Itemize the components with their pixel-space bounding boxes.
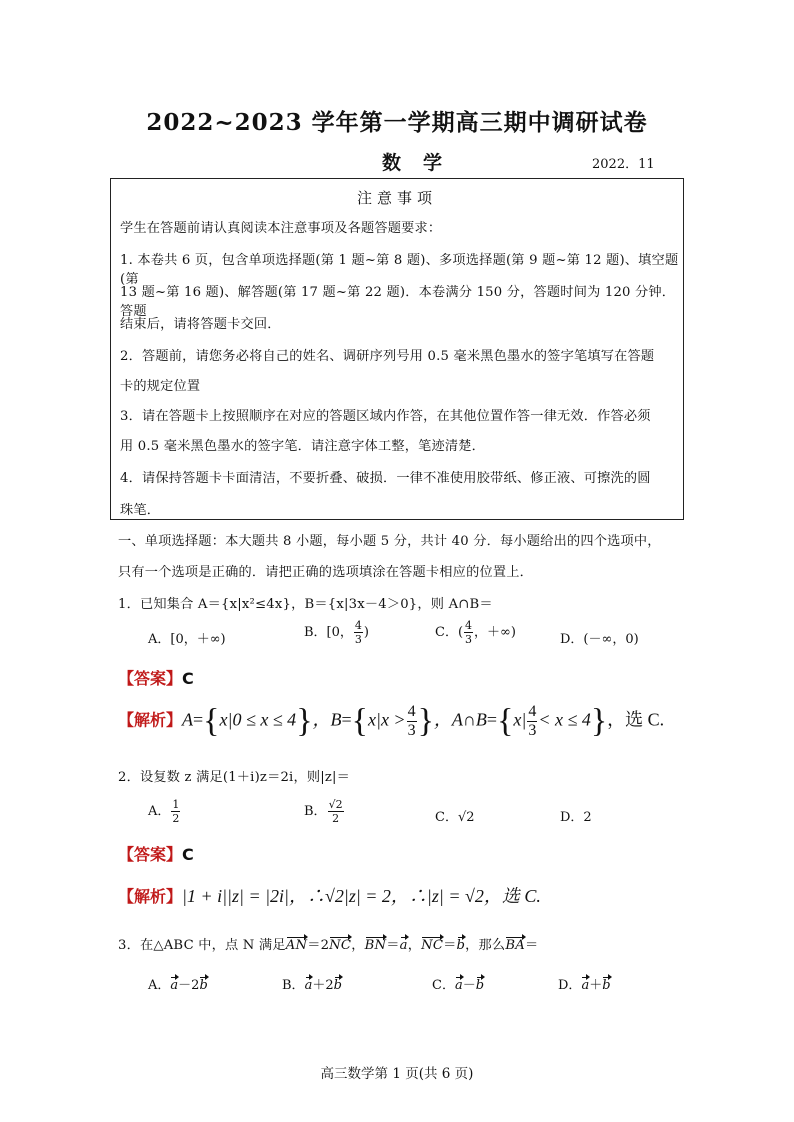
answer-tag: 【答案】 <box>118 845 183 864</box>
q1-b-den: 3 <box>354 633 362 646</box>
q2-a-num: 1 <box>172 798 180 811</box>
notice-line: 结束后，请将答题卡交回． <box>120 317 281 332</box>
q2-answer <box>118 842 194 865</box>
q3-a-prefix: A． <box>148 978 171 993</box>
q2-option-c: C．√2 <box>435 810 475 825</box>
q2-b-num: √2 <box>328 798 343 811</box>
q3-eq: ＝2 <box>307 938 330 953</box>
q3-b-prefix: B． <box>282 978 305 993</box>
vector-ba: BA <box>505 938 525 953</box>
section-instruction: 只有一个选项是正确的．请把正确的选项填涂在答题卡相应的位置上． <box>118 565 534 580</box>
an-set3a: x| <box>513 709 527 730</box>
q2-option-d: D．2 <box>560 810 592 825</box>
vector-b: b <box>475 978 485 993</box>
notice-line: 4．请保持答题卡卡面清洁，不要折叠、破损．一律不准使用胶带纸、修正液、可擦洗的圆 <box>120 471 651 486</box>
q3-c-op: － <box>462 978 476 993</box>
answer-value: C <box>182 845 194 864</box>
vector-nc: NC <box>329 938 352 953</box>
exam-title: 2022~2023 学年第一学期高三期中调研试卷 <box>146 109 648 136</box>
q3-d-prefix: D． <box>558 978 582 993</box>
q3-a-op: －2 <box>178 978 200 993</box>
subject-label: 数学 <box>382 152 465 174</box>
exam-date: 2022．11 <box>592 157 655 172</box>
q1-answer <box>118 666 194 689</box>
notice-intro: 学生在答题前请认真阅读本注意事项及各题答题要求： <box>120 221 442 236</box>
an-set1: x|0 ≤ x ≤ 4 <box>219 709 297 730</box>
an-den: 3 <box>528 722 537 739</box>
vector-b: b <box>333 978 342 993</box>
q2-a-den: 2 <box>172 812 180 825</box>
vector-b: b <box>456 938 466 953</box>
q1-c-prefix: C．( <box>435 625 464 640</box>
left-brace-icon: { <box>351 702 368 740</box>
q1-analysis <box>118 704 664 739</box>
q1-b-prefix: B．[0， <box>304 625 353 640</box>
notice-line: 珠笔． <box>120 503 161 518</box>
an-den: 3 <box>407 722 416 739</box>
vector-b: b <box>199 978 208 993</box>
q2-analysis <box>118 882 541 908</box>
q2-b-prefix: B． <box>304 804 327 819</box>
q2-option-b <box>304 799 345 824</box>
notice-line: 1. 本卷共 6 页，包含单项选择题(第 1 题~第 8 题)、多项选择题(第 9 题~第 12 题)、填空题(第 <box>120 253 679 287</box>
vector-an: AN <box>285 938 308 953</box>
q3-d-op: ＋ <box>589 978 603 993</box>
q1-c-num: 4 <box>465 619 473 632</box>
q3-b-op: ＋2 <box>312 978 334 993</box>
vector-bn: BN <box>364 938 387 953</box>
vector-a: a <box>581 978 590 993</box>
q2-b-fraction <box>328 799 344 824</box>
q1-c-den: 3 <box>465 633 473 646</box>
section-instruction: 一、单项选择题：本大题共 8 小题，每小题 5 分，共计 40 分．每小题给出的四个选项中， <box>118 534 661 549</box>
right-brace-icon: } <box>417 702 434 740</box>
q3-stem-pre: 3．在△ABC 中，点 N 满足 <box>118 938 286 953</box>
an-eq: = <box>193 709 204 730</box>
q1-c-fraction <box>464 620 473 645</box>
notice-box <box>110 178 684 520</box>
notice-line: 2．答题前，请您务必将自己的姓名、调研序列号用 0.5 毫米黑色墨水的签字笔填写在答题 <box>120 349 655 364</box>
q3-sep: ， <box>407 938 422 953</box>
an-num: 4 <box>528 703 537 720</box>
q2-analysis-text: |1 + i||z| = |2i|，∴√2|z| = 2，∴|z| = √2，选 C. <box>182 886 541 906</box>
q3-end: ＝ <box>524 938 539 953</box>
q1-b-suffix: ) <box>363 625 369 640</box>
analysis-tag: 【解析】 <box>118 710 183 730</box>
an-a: A <box>182 709 194 730</box>
analysis-tag: 【解析】 <box>118 887 183 906</box>
an-num: 4 <box>407 703 416 720</box>
q3-option-b <box>282 974 342 993</box>
answer-value: C <box>182 669 194 688</box>
q2-a-fraction <box>171 799 180 824</box>
vector-a: a <box>454 978 463 993</box>
q3-c-prefix: C． <box>432 978 455 993</box>
an-eq: = <box>486 709 498 730</box>
answer-tag: 【答案】 <box>118 669 183 688</box>
notice-line: 用 0.5 毫米黑色墨水的签字笔．请注意字体工整，笔迹清楚． <box>120 439 486 454</box>
notice-line: 13 题~第 16 题)、解答题(第 17 题~第 22 题)．本卷满分 150 分，答题时间为 120 分钟．答题 <box>120 285 676 319</box>
q3-option-d <box>558 974 611 993</box>
q1-option-c <box>435 620 516 645</box>
q1-option-b <box>304 620 369 645</box>
an-eq: = <box>341 709 352 730</box>
page-footer: 高三数学第 1 页(共 6 页) <box>320 1066 474 1082</box>
left-brace-icon: { <box>497 702 514 740</box>
notice-line: 卡的规定位置 <box>120 379 201 394</box>
question-2-stem: 2．设复数 z 满足(1＋i)z＝2i，则|z|＝ <box>118 770 351 785</box>
q3-option-a <box>148 974 208 993</box>
vector-a: a <box>304 978 313 993</box>
q3-eq: ＝ <box>443 938 457 953</box>
q2-b-den: 2 <box>332 812 340 825</box>
an-intersection: ，A∩B <box>433 709 487 730</box>
q3-eq: ＝ <box>386 938 400 953</box>
q1-b-fraction <box>354 620 363 645</box>
notice-title: 注意事项 <box>356 189 437 207</box>
left-brace-icon: { <box>203 702 220 740</box>
vector-nc: NC <box>421 938 444 953</box>
question-1-stem: 1．已知集合 A＝{x|x²≤4x}，B＝{x|3x－4＞0}，则 A∩B＝ <box>118 597 493 612</box>
q3-sep: ， <box>351 938 365 953</box>
q1-option-a: A．[0，＋∞) <box>148 632 226 647</box>
q3-option-c <box>432 974 484 993</box>
an-end: ，选 C. <box>607 709 665 730</box>
question-3-stem <box>118 934 538 953</box>
an-set3b: < x ≤ 4 <box>538 709 591 730</box>
q2-a-prefix: A． <box>148 804 171 819</box>
vector-b: b <box>602 978 611 993</box>
notice-line: 3．请在答题卡上按照顺序在对应的答题区域内作答，在其他位置作答一律无效．作答必须 <box>120 409 651 424</box>
vector-a: a <box>399 938 408 953</box>
q2-option-a <box>148 799 181 824</box>
right-brace-icon: } <box>590 702 608 740</box>
an-b: ，B <box>312 709 342 730</box>
q1-option-d: D．(－∞，0) <box>560 632 639 647</box>
an-set2: x|x > <box>368 709 406 730</box>
an-fraction <box>527 704 537 739</box>
q1-b-num: 4 <box>354 619 362 632</box>
q1-c-suffix: ，＋∞) <box>474 625 516 640</box>
vector-a: a <box>170 978 179 993</box>
right-brace-icon: } <box>296 702 313 740</box>
q3-tail: ，那么 <box>465 938 506 953</box>
an-fraction <box>407 704 417 739</box>
